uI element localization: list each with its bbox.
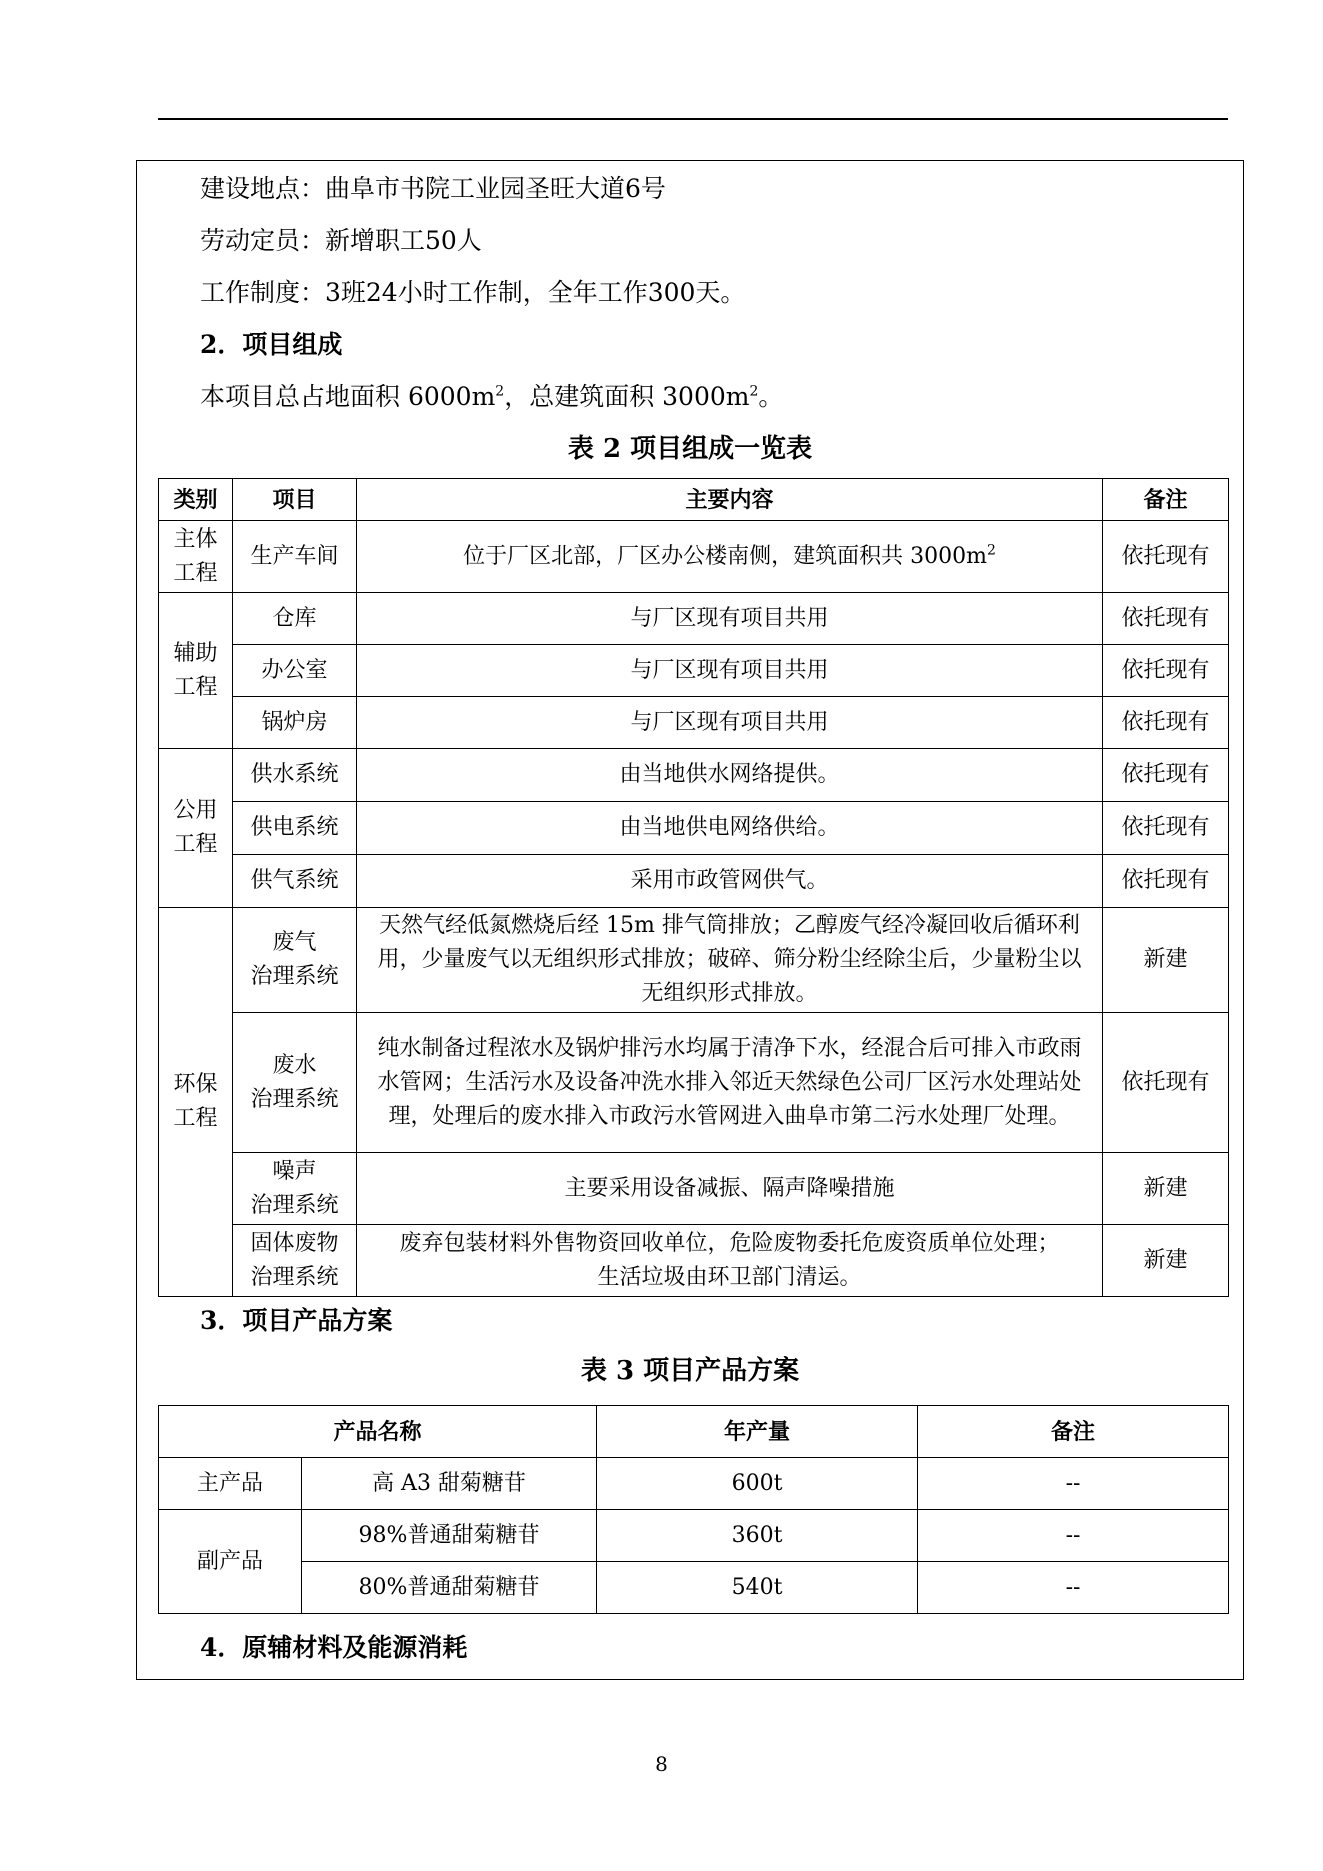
header-rule xyxy=(158,118,1228,120)
row-note: 新建 xyxy=(1103,908,1229,1013)
table-row xyxy=(159,1225,1229,1297)
group-main-works: 主体 工程 xyxy=(159,521,233,593)
row-note: 新建 xyxy=(1103,1153,1229,1225)
row-content: 采用市政管网供气。 xyxy=(357,855,1103,908)
table-row xyxy=(159,593,1229,645)
table-header-row xyxy=(159,479,1229,521)
header-category: 类别 xyxy=(159,479,233,521)
section-2-heading: 2．项目组成 xyxy=(200,330,343,359)
row-output: 540t xyxy=(597,1562,918,1614)
header-note: 备注 xyxy=(918,1406,1229,1458)
table-2-caption: 表 2 项目组成一览表 xyxy=(567,434,813,464)
row-note: 依托现有 xyxy=(1103,521,1229,593)
construction-location: 建设地点：曲阜市书院工业园圣旺大道6号 xyxy=(200,174,666,203)
row-item: 供气系统 xyxy=(233,855,357,908)
row-item: 仓库 xyxy=(233,593,357,645)
row-note: -- xyxy=(918,1562,1229,1614)
row-content: 由当地供水网络提供。 xyxy=(357,749,1103,802)
area-statement: 本项目总占地面积 $6000m^2$，总建筑面积 $3000m^2$。 xyxy=(200,382,784,411)
table-3-caption: 表 3 项目产品方案 xyxy=(580,1356,800,1386)
row-content: 废弃包装材料外售物资回收单位，危险废物委托危废资质单位处理； 生活垃圾由环卫部门清运。 xyxy=(357,1225,1103,1297)
row-content: 位于厂区北部，厂区办公楼南侧，建筑面积共 $3000m^2$ xyxy=(357,521,1103,593)
row-note: 依托现有 xyxy=(1103,1013,1229,1153)
work-schedule: 工作制度：3班24小时工作制，全年工作300天。 xyxy=(200,278,746,307)
section-3-heading: 3．项目产品方案 xyxy=(200,1306,393,1335)
row-item: 固体废物 治理系统 xyxy=(233,1225,357,1297)
table-header-row xyxy=(159,1406,1229,1458)
header-product-name: 产品名称 xyxy=(159,1406,597,1458)
row-note: 依托现有 xyxy=(1103,855,1229,908)
table-row xyxy=(159,1153,1229,1225)
header-content: 主要内容 xyxy=(357,479,1103,521)
row-note: -- xyxy=(918,1510,1229,1562)
row-content: 与厂区现有项目共用 xyxy=(357,593,1103,645)
group-utility-works: 公用 工程 xyxy=(159,749,233,908)
row-note: 依托现有 xyxy=(1103,593,1229,645)
row-product-name: 80%普通甜菊糖苷 xyxy=(302,1562,597,1614)
row-product-name: 高 A3 甜菊糖苷 xyxy=(302,1458,597,1510)
row-item: 噪声 治理系统 xyxy=(233,1153,357,1225)
table-row xyxy=(159,749,1229,802)
table-row xyxy=(159,1510,1229,1562)
table-row xyxy=(159,521,1229,593)
product-plan-table xyxy=(158,1405,1229,1614)
table-row xyxy=(159,908,1229,1013)
row-content: 主要采用设备减振、隔声降噪措施 xyxy=(357,1153,1103,1225)
table-row xyxy=(159,1458,1229,1510)
row-item: 生产车间 xyxy=(233,521,357,593)
row-item: 供水系统 xyxy=(233,749,357,802)
row-item: 供电系统 xyxy=(233,802,357,855)
table-row xyxy=(159,802,1229,855)
project-composition-table xyxy=(158,478,1229,1297)
row-note: 依托现有 xyxy=(1103,749,1229,802)
row-note: 依托现有 xyxy=(1103,802,1229,855)
row-item: 锅炉房 xyxy=(233,697,357,749)
header-annual-output: 年产量 xyxy=(597,1406,918,1458)
row-product-name: 98%普通甜菊糖苷 xyxy=(302,1510,597,1562)
row-item: 废水 治理系统 xyxy=(233,1013,357,1153)
row-item: 办公室 xyxy=(233,645,357,697)
row-content: 天然气经低氮燃烧后经 15m 排气筒排放；乙醇废气经冷凝回收后循环利用，少量废气以无组织形式排放；破碎、筛分粉尘经除尘后，少量粉尘以无组织形式排放。 xyxy=(357,908,1103,1013)
page-number: 8 xyxy=(655,1752,668,1776)
row-output: 360t xyxy=(597,1510,918,1562)
row-category: 副产品 xyxy=(159,1510,302,1614)
row-content: 纯水制备过程浓水及锅炉排污水均属于清净下水，经混合后可排入市政雨水管网；生活污水及设备冲洗水排入邻近天然绿色公司厂区污水处理站处理，处理后的废水排入市政污水管网进入曲阜市第二污水处理厂处理。 xyxy=(357,1013,1103,1153)
row-content: 由当地供电网络供给。 xyxy=(357,802,1103,855)
row-note: 新建 xyxy=(1103,1225,1229,1297)
header-item: 项目 xyxy=(233,479,357,521)
row-content: 与厂区现有项目共用 xyxy=(357,697,1103,749)
row-item: 废气 治理系统 xyxy=(233,908,357,1013)
row-note: 依托现有 xyxy=(1103,697,1229,749)
header-note: 备注 xyxy=(1103,479,1229,521)
row-category: 主产品 xyxy=(159,1458,302,1510)
table-row xyxy=(159,1562,1229,1614)
table-row xyxy=(159,1013,1229,1153)
staffing: 劳动定员：新增职工50人 xyxy=(200,226,482,255)
row-note: -- xyxy=(918,1458,1229,1510)
table-row xyxy=(159,697,1229,749)
row-output: 600t xyxy=(597,1458,918,1510)
group-environmental-works: 环保 工程 xyxy=(159,908,233,1297)
group-auxiliary-works: 辅助 工程 xyxy=(159,593,233,749)
row-note: 依托现有 xyxy=(1103,645,1229,697)
section-4-heading: 4．原辅材料及能源消耗 xyxy=(200,1633,468,1662)
table-row xyxy=(159,855,1229,908)
row-content: 与厂区现有项目共用 xyxy=(357,645,1103,697)
table-row xyxy=(159,645,1229,697)
